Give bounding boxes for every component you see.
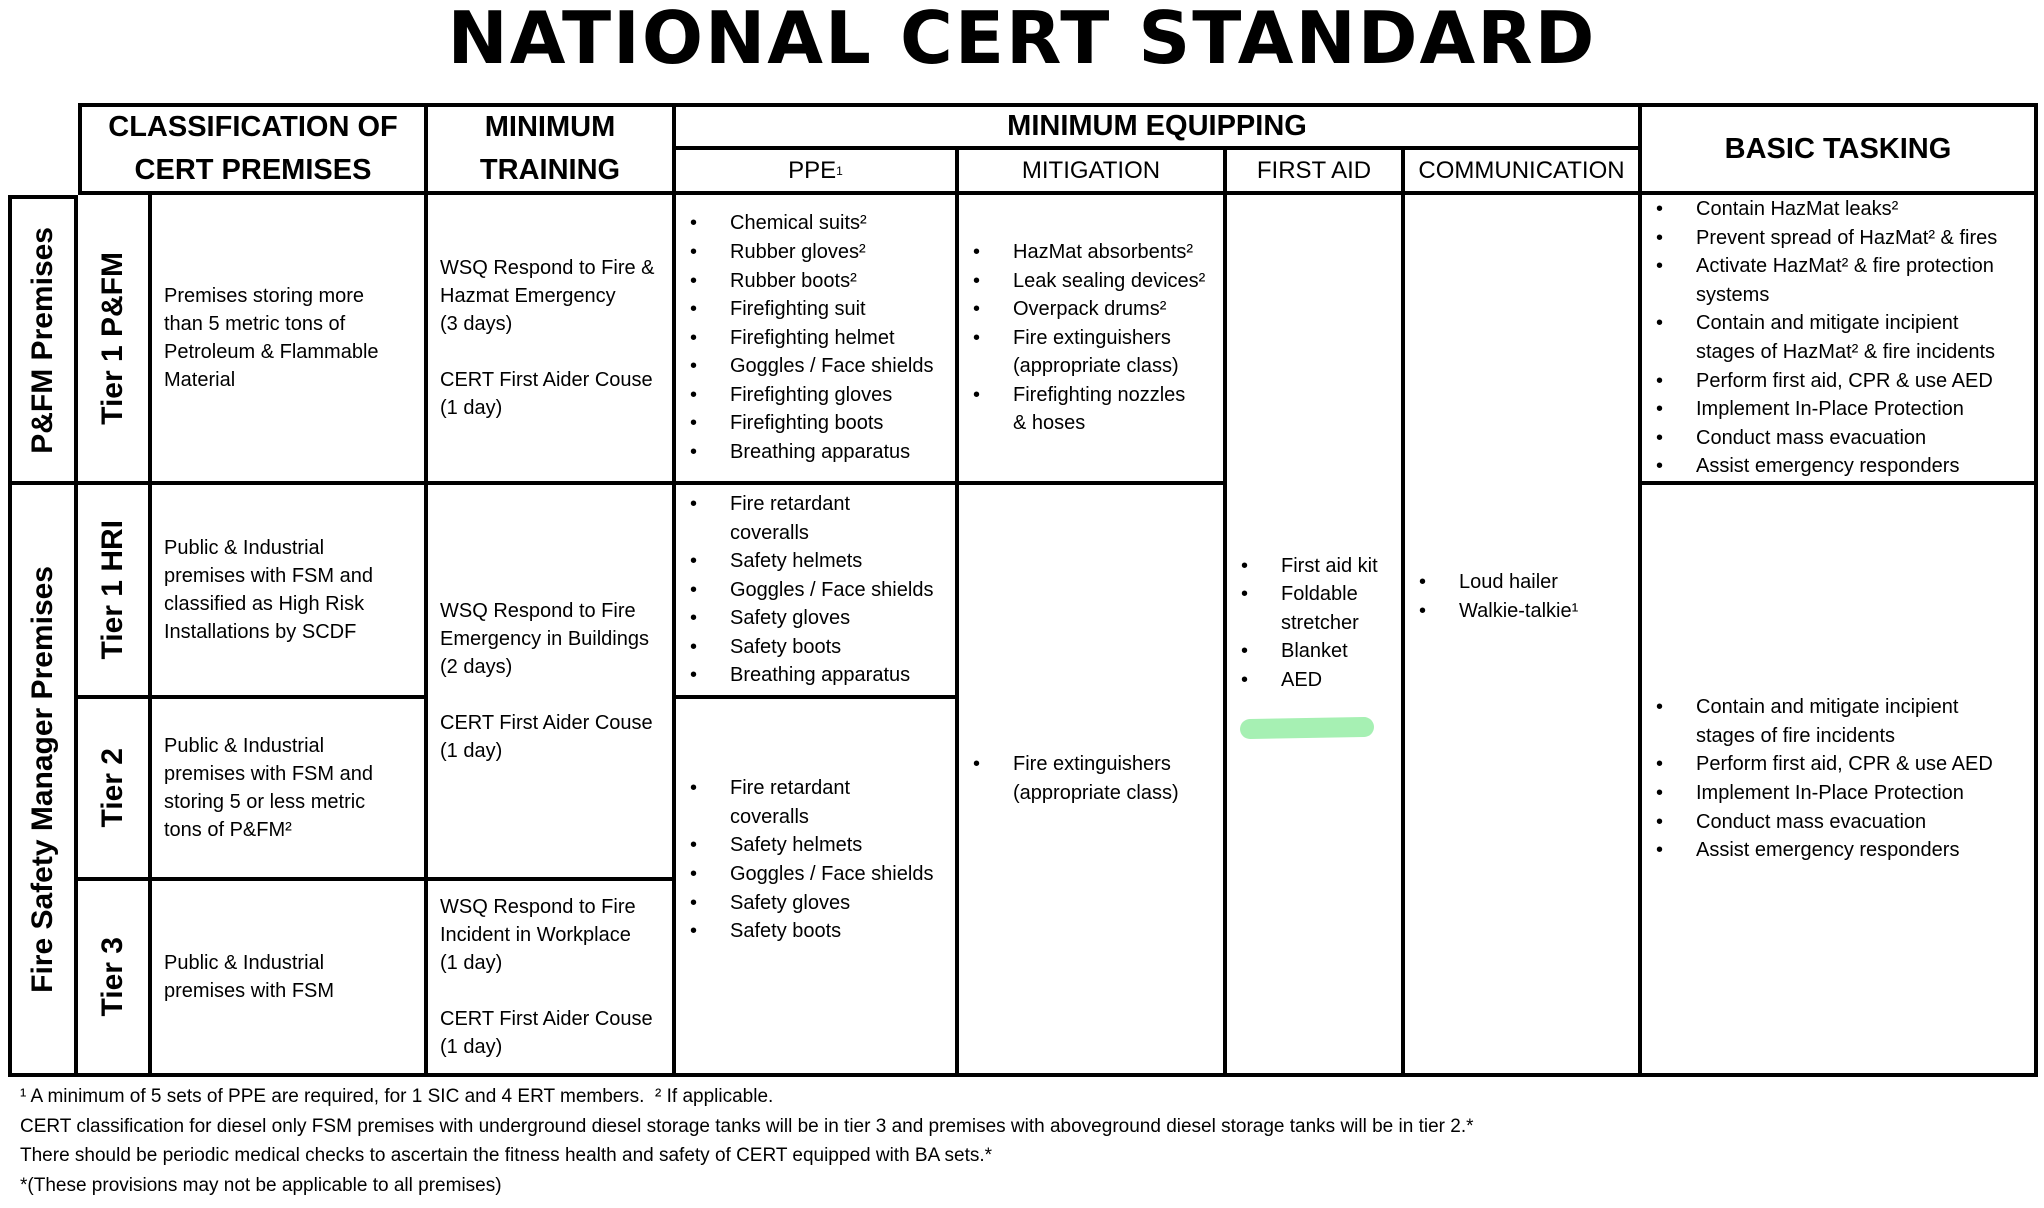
ppe-tier-1-pfm-list (676, 209, 941, 466)
list-item: • Firefighting gloves (676, 381, 933, 410)
header-classification: CLASSIFICATION OF CERT PREMISES (78, 103, 428, 195)
list-item: • Contain and mitigate incipient stages of HazMat² & fire incidents (1642, 309, 1997, 366)
footnote-line-2: CERT classification for diesel only FSM premises with underground diesel storage tanks will be in tier 3 and premises with aboveground diesel storage tanks will be in tier 2.* (20, 1115, 1474, 1137)
list-item: • Fire extinguishers (appropriate class) (959, 324, 1205, 381)
list-item: • Implement In-Place Protection (1642, 779, 1993, 808)
ppe-tier-2-3 (676, 699, 959, 1077)
page-title: NATIONAL CERT STANDARD (447, 0, 1597, 80)
list-item: • Goggles / Face shields (676, 352, 933, 381)
list-item: • Safety boots (676, 633, 933, 662)
footnote-line-1: ¹ A minimum of 5 sets of PPE are required, for 1 SIC and 4 ERT members. ² If applicable. (20, 1086, 774, 1107)
tier-3-label: Tier 3 (78, 881, 152, 1077)
list-item: • Chemical suits² (676, 209, 933, 238)
header-first-aid: FIRST AID (1227, 150, 1405, 195)
list-item: • Perform first aid, CPR & use AED (1642, 367, 1997, 396)
list-item: • Overpack drums² (959, 295, 1205, 324)
ppe-tier-1-hri (676, 485, 959, 699)
ppe-tier-1-hri-list (676, 490, 941, 690)
group-pfm-premises: P&FM Premises (8, 195, 78, 485)
footnotes (20, 1082, 1474, 1200)
header-tasking: BASIC TASKING (1642, 103, 2038, 195)
list-item: • Goggles / Face shields (676, 860, 933, 889)
header-equipping: MINIMUM EQUIPPING (676, 103, 1642, 150)
list-item: • Fire retardant coveralls (676, 774, 933, 831)
communication-cell (1405, 195, 1642, 1077)
footnote-line-4: *(These provisions may not be applicable to all premises) (20, 1174, 502, 1196)
training-workplace: WSQ Respond to Fire Incident in Workplace (1 day) CERT First Aider Couse (1 day) (428, 881, 676, 1077)
list-item: • Prevent spread of HazMat² & fires (1642, 224, 1997, 253)
cert-standard-table (8, 103, 2038, 1077)
list-item: • Loud hailer (1405, 568, 1578, 597)
list-item: • Breathing apparatus (676, 661, 933, 690)
tier-2-label: Tier 2 (78, 699, 152, 881)
first-aid-cell (1227, 195, 1405, 1077)
tasking-pfm-list (1642, 195, 2005, 481)
list-item: • Breathing apparatus (676, 438, 933, 467)
list-item: • Activate HazMat² & fire protection systems (1642, 252, 1997, 309)
header-mitigation: MITIGATION (959, 150, 1227, 195)
list-item: • Walkie-talkie¹ (1405, 597, 1578, 626)
list-item: • Fire extinguishers (appropriate class) (959, 750, 1179, 807)
list-item: • Firefighting helmet (676, 324, 933, 353)
list-item: • Rubber gloves² (676, 238, 933, 267)
list-item: • HazMat absorbents² (959, 238, 1205, 267)
list-item: • Safety gloves (676, 889, 933, 918)
list-item: • Goggles / Face shields (676, 576, 933, 605)
header-training: MINIMUM TRAINING (428, 103, 676, 195)
training-buildings: WSQ Respond to Fire Emergency in Buildings (2 days) CERT First Aider Couse (1 day) (428, 485, 676, 881)
tier-1-pfm-description: Premises storing more than 5 metric tons of Petroleum & Flammable Material (152, 195, 428, 485)
list-item: • Safety boots (676, 917, 933, 946)
highlighter-mark (1240, 717, 1374, 739)
mitigation-pfm-list (959, 238, 1213, 438)
list-item: • Safety helmets (676, 547, 933, 576)
list-item: • Perform first aid, CPR & use AED (1642, 750, 1993, 779)
tier-2-description: Public & Industrial premises with FSM and storing 5 or less metric tons of P&FM² (152, 699, 428, 881)
list-item: • Firefighting boots (676, 409, 933, 438)
list-item: • Contain HazMat leaks² (1642, 195, 1997, 224)
tier-1-hri-description: Public & Industrial premises with FSM and classified as High Risk Installations by SCDF (152, 485, 428, 699)
mitigation-fsm-list (959, 750, 1187, 807)
list-item: • Leak sealing devices² (959, 267, 1205, 296)
list-item: • Contain and mitigate incipient stages of fire incidents (1642, 693, 1993, 750)
tasking-fsm-list (1642, 693, 2001, 865)
list-item: • Conduct mass evacuation (1642, 424, 1997, 453)
list-item: • Implement In-Place Protection (1642, 395, 1997, 424)
list-item: • Foldable stretcher (1227, 580, 1378, 637)
communication-list (1405, 568, 1586, 625)
tasking-pfm (1642, 195, 2038, 485)
first-aid-list (1227, 552, 1386, 695)
list-item: • Blanket (1227, 637, 1378, 666)
header-communication: COMMUNICATION (1405, 150, 1642, 195)
training-pfm: WSQ Respond to Fire & Hazmat Emergency (3 days) CERT First Aider Couse (1 day) (428, 195, 676, 485)
list-item: • Safety gloves (676, 604, 933, 633)
list-item: • Firefighting suit (676, 295, 933, 324)
header-ppe: PPE 1 (676, 150, 959, 195)
list-item: • AED (1227, 666, 1378, 695)
group-fsm-premises: Fire Safety Manager Premises (8, 485, 78, 1077)
tasking-fsm (1642, 485, 2038, 1077)
list-item: • Fire retardant coveralls (676, 490, 933, 547)
list-item: • Conduct mass evacuation (1642, 808, 1993, 837)
footnote-line-3: There should be periodic medical checks to ascertain the fitness health and safety of CERT equipped with BA sets.* (20, 1145, 993, 1166)
corner-blank (8, 103, 78, 195)
mitigation-pfm (959, 195, 1227, 485)
list-item: • Safety helmets (676, 831, 933, 860)
list-item: • First aid kit (1227, 552, 1378, 581)
list-item: • Assist emergency responders (1642, 452, 1997, 481)
ppe-tier-2-3-list (676, 774, 941, 946)
ppe-tier-1-pfm (676, 195, 959, 485)
mitigation-fsm (959, 485, 1227, 1077)
list-item: • Assist emergency responders (1642, 836, 1993, 865)
tier-1-hri-label: Tier 1 HRI (78, 485, 152, 699)
tier-3-description: Public & Industrial premises with FSM (152, 881, 428, 1077)
list-item: • Firefighting nozzles & hoses (959, 381, 1205, 438)
list-item: • Rubber boots² (676, 267, 933, 296)
tier-1-pfm-label: Tier 1 P&FM (78, 195, 152, 485)
